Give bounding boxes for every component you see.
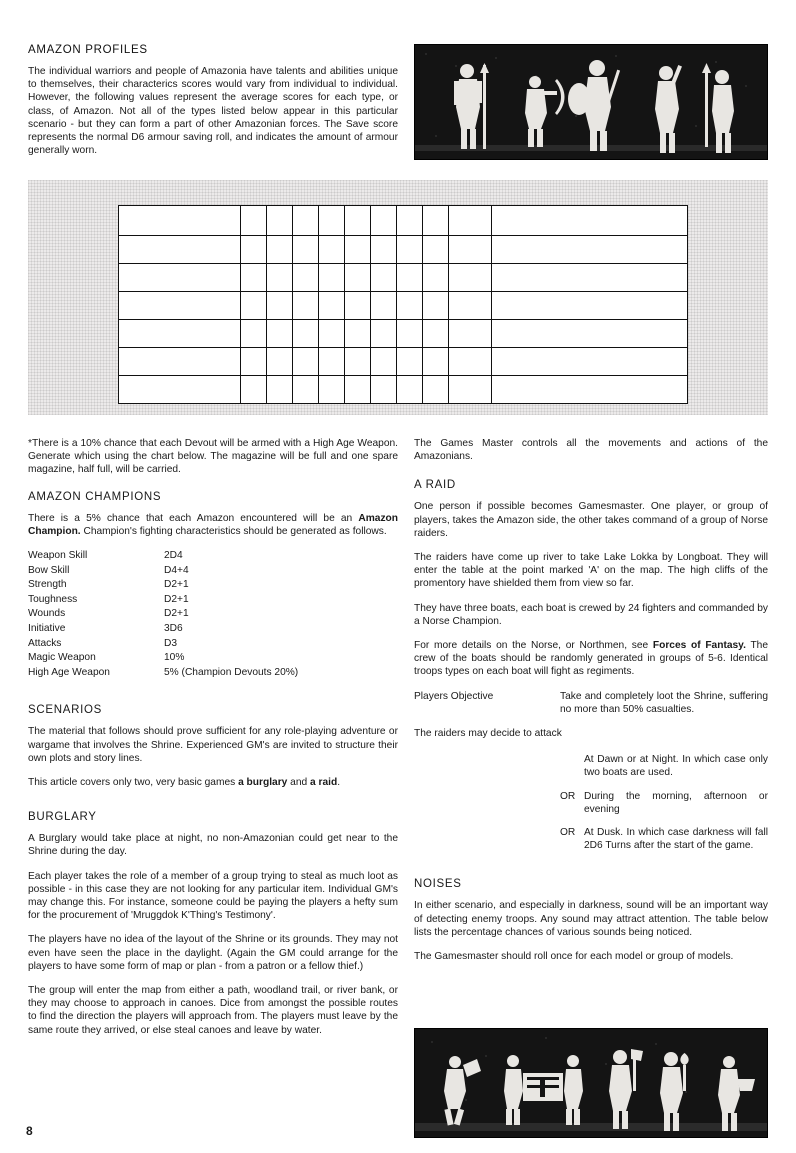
attack-option-morning: [414, 790, 768, 816]
stat-value: D2+1: [164, 579, 189, 591]
champions-intro-bold: Amazon Champion.: [28, 512, 398, 537]
stat-label: Weapon Skill: [28, 550, 88, 562]
raid-paragraph-3: They have three boats, each boat is crewed by 24 fighters and commanded by a Norse Champion.: [414, 602, 768, 627]
table-header-row: [119, 206, 688, 236]
stat-label: Strength: [28, 579, 67, 591]
scenarios-p2-mid: and: [287, 776, 310, 788]
table-row: [119, 376, 688, 404]
stat-label: Initiative: [28, 622, 66, 634]
raid-p4-bold: Forces of Fantasy.: [652, 640, 746, 652]
stat-value: 2D4: [164, 550, 183, 562]
cell-name: [119, 236, 241, 264]
attack-option-dusk: [414, 826, 768, 852]
cell-weapons: [491, 348, 687, 376]
cell-w: [371, 292, 397, 320]
header-i: [397, 206, 423, 236]
option-prefix: OR: [560, 827, 576, 839]
cell-t: [345, 320, 371, 348]
cell-w: [371, 376, 397, 404]
raid-p4-pre: For more details on the Norse, or Northmen, see: [414, 640, 653, 652]
table-row: [119, 320, 688, 348]
cell-i: [397, 376, 423, 404]
cell-t: [345, 376, 371, 404]
cell-i: [397, 292, 423, 320]
scenarios-p2-pre: This article covers only two, very basic games: [28, 776, 239, 788]
cell-ws: [267, 264, 293, 292]
amazon-profiles-section: [28, 44, 398, 168]
cell-s: [319, 348, 345, 376]
cell-weapons: [491, 236, 687, 264]
raid-paragraph-4: [414, 639, 768, 679]
players-objective-text: Take and completely loot the Shrine, suffering no more than 50% casualties.: [560, 690, 768, 715]
amazon-profiles-paragraph: The individual warriors and people of Amazonia have talents and abilities unique to themselves, their characterics scores would vary from individual to individual. However, the following values represent the average scores for each type, or class, of Amazon. Not all of the types listed below appear in this particular scenario - but they can form a part of other Amazonian forces. The Save score represents the normal D6 armour saving roll, and indicates the amount of armour generally worn.: [28, 66, 398, 157]
table-row: [119, 348, 688, 376]
raid-paragraph-1: One person if possible becomes Gamesmaster. One player, or group of players, takes the Amazon side, the other takes command of a group of Norse raiders.: [414, 501, 768, 539]
cell-save: [449, 264, 491, 292]
champions-intro-part1: There is a 5% chance that each Amazon encountered will be an: [28, 512, 359, 524]
cell-save: [449, 320, 491, 348]
scenarios-paragraph-2: [28, 776, 398, 789]
cell-a: [423, 376, 449, 404]
option-text: At Dusk. In which case darkness will fall 2D6 Turns after the start of the game.: [584, 827, 768, 852]
list-item: [28, 578, 398, 593]
amazon-warriors-woodcut-image: [414, 44, 768, 160]
header-s: [319, 206, 345, 236]
cell-weapons: [491, 292, 687, 320]
header-bs: [293, 206, 319, 236]
cell-a: [423, 236, 449, 264]
cell-bs: [293, 292, 319, 320]
header-weapons: [491, 206, 687, 236]
page-number: 8: [26, 1124, 33, 1138]
stat-label: Wounds: [28, 608, 66, 620]
cell-t: [345, 264, 371, 292]
stat-value: D2+1: [164, 593, 189, 605]
left-column: [28, 437, 398, 1048]
stat-value: D4+4: [164, 564, 189, 576]
list-item: [28, 564, 398, 579]
cell-s: [319, 292, 345, 320]
raid-paragraph-2: The raiders have come up river to take Lake Lokka by Longboat. They will enter the table at the point marked 'A' on the map. The high cliffs of the promentory have shielded them from view so far.: [414, 552, 768, 590]
header-t: [345, 206, 371, 236]
list-item: [28, 637, 398, 652]
cell-save: [449, 236, 491, 264]
cell-m: [241, 236, 267, 264]
cell-ws: [267, 376, 293, 404]
burglary-paragraph-1: A Burglary would take place at night, no non-Amazonian could get near to the Shrine during the day.: [28, 833, 398, 858]
players-objective-label: Players Objective: [414, 690, 494, 702]
cell-bs: [293, 348, 319, 376]
header-w: [371, 206, 397, 236]
burglary-paragraph-3: The players have no idea of the layout of the Shrine or its grounds. They may not even have seen the place in the daylight. (Again the GM could arrange for the players to have some form of map or plan - from a patron or a fellow thief.): [28, 934, 398, 972]
attack-option-dawn: At Dawn or at Night. In which case only two boats are used.: [584, 754, 768, 779]
right-column: [414, 437, 768, 974]
raid-p4-post: The crew of the boats should be randomly generated in groups of 5-6. Identical troops types on each boat will fight as regiments.: [414, 640, 769, 678]
stat-value: 5% (Champion Devouts 20%): [164, 666, 299, 678]
option-text: During the morning, afternoon or evening: [584, 790, 768, 815]
header-save: [449, 206, 491, 236]
stat-table-band: [28, 180, 768, 415]
cell-weapons: [491, 376, 687, 404]
cell-m: [241, 348, 267, 376]
champion-stats-list: [28, 549, 398, 680]
cell-a: [423, 320, 449, 348]
cell-save: [449, 376, 491, 404]
cell-i: [397, 236, 423, 264]
gm-note-paragraph: The Games Master controls all the movements and actions of the Amazonians.: [414, 438, 768, 463]
scenarios-p2-bold-b: a raid: [310, 776, 338, 788]
cell-ws: [267, 236, 293, 264]
list-item: [28, 666, 398, 681]
cell-name: [119, 376, 241, 404]
header-m: [241, 206, 267, 236]
cell-ws: [267, 348, 293, 376]
cell-a: [423, 264, 449, 292]
cell-m: [241, 320, 267, 348]
cell-name: [119, 348, 241, 376]
cell-s: [319, 236, 345, 264]
cell-w: [371, 236, 397, 264]
champions-intro-part2: Champion's fighting characteristics should be generated as follows.: [80, 525, 387, 537]
noises-paragraph-2: The Gamesmaster should roll once for each model or group of models.: [414, 951, 734, 963]
cell-weapons: [491, 264, 687, 292]
scenarios-p2-post: .: [337, 776, 341, 788]
cell-s: [319, 264, 345, 292]
stat-label: Magic Weapon: [28, 652, 96, 664]
table-row: [119, 236, 688, 264]
cell-t: [345, 236, 371, 264]
amazon-champions-intro: [28, 512, 398, 538]
cell-ws: [267, 320, 293, 348]
scenarios-p2-bold-a: a burglary: [238, 776, 288, 788]
cell-save: [449, 292, 491, 320]
burglary-paragraph-2: Each player takes the role of a member of a group trying to steal as much loot as possible - in this case they are not looking for any particular item. Individual GM's may change this. For instance, someone could be paying the players a hefty sum for the procurement of 'Mruggdok K'Thing's Testimony'.: [28, 870, 398, 922]
burglary-paragraph-4: The group will enter the map from either a path, woodland trail, or river bank, or they may choose to approach in canoes. Dice from amongst the possible routes to find the direction the players will approach from. The players must leave by the same route they arrived, or else steal canoes and leave by water.: [28, 985, 398, 1036]
cell-bs: [293, 236, 319, 264]
a-raid-title: A RAID: [414, 479, 456, 492]
cell-i: [397, 264, 423, 292]
option-prefix: OR: [560, 790, 576, 802]
stat-value: D2+1: [164, 608, 189, 620]
cell-t: [345, 292, 371, 320]
cell-m: [241, 376, 267, 404]
cell-w: [371, 348, 397, 376]
list-item: [28, 622, 398, 637]
scenarios-paragraph-1: The material that follows should prove sufficient for any role-playing adventure or wargame that involves the Shrine. Experienced GM's are invited to structure their own plots and story lines.: [28, 726, 398, 764]
scenarios-title: SCENARIOS: [28, 704, 103, 717]
cell-ws: [267, 292, 293, 320]
table-row: [119, 292, 688, 320]
amazon-profiles-title: AMAZON PROFILES: [28, 44, 148, 56]
stat-label: High Age Weapon: [28, 666, 110, 678]
noises-title: NOISES: [414, 878, 462, 891]
cell-bs: [293, 320, 319, 348]
cell-weapons: [491, 320, 687, 348]
amazon-champions-title: AMAZON CHAMPIONS: [28, 490, 162, 503]
burglary-title: BURGLARY: [28, 811, 97, 824]
cell-save: [449, 348, 491, 376]
cell-m: [241, 264, 267, 292]
table-row: [119, 264, 688, 292]
stat-value: D3: [164, 637, 178, 649]
header-ws: [267, 206, 293, 236]
cell-name: [119, 264, 241, 292]
stat-label: Attacks: [28, 637, 62, 649]
stat-label: Bow Skill: [28, 564, 70, 576]
cell-s: [319, 376, 345, 404]
cell-w: [371, 264, 397, 292]
cell-a: [423, 348, 449, 376]
cell-s: [319, 320, 345, 348]
stat-value: 3D6: [164, 622, 183, 634]
stat-label: Toughness: [28, 593, 78, 605]
list-item: [28, 651, 398, 666]
cell-w: [371, 320, 397, 348]
raiders-looting-woodcut-image: [414, 1028, 768, 1138]
cell-i: [397, 320, 423, 348]
cell-t: [345, 348, 371, 376]
stat-value: 10%: [164, 652, 185, 664]
cell-bs: [293, 376, 319, 404]
list-item: [28, 607, 398, 622]
woodcut-figures-bottom: [415, 1029, 767, 1137]
cell-bs: [293, 264, 319, 292]
attack-intro: The raiders may decide to attack: [414, 728, 562, 740]
amazon-profiles-table: [118, 205, 688, 404]
cell-name: [119, 292, 241, 320]
cell-m: [241, 292, 267, 320]
players-objective-row: [414, 690, 768, 716]
devout-footnote: *There is a 10% chance that each Devout will be armed with a High Age Weapon. Generate which using the chart below. The magazine will be full and one spare magazine, half full, will be carried.: [28, 438, 398, 476]
list-item: [28, 549, 398, 564]
woodcut-figures-top: [415, 45, 767, 159]
header-a: [423, 206, 449, 236]
cell-name: [119, 320, 241, 348]
list-item: [28, 593, 398, 608]
header-name: [119, 206, 241, 236]
cell-i: [397, 348, 423, 376]
noises-paragraph-1: In either scenario, and especially in darkness, sound will be an important way of detecting enemy troops. Any sound may attract attention. The table below lists the percentage chances of various sounds being noticed.: [414, 900, 768, 938]
cell-a: [423, 292, 449, 320]
